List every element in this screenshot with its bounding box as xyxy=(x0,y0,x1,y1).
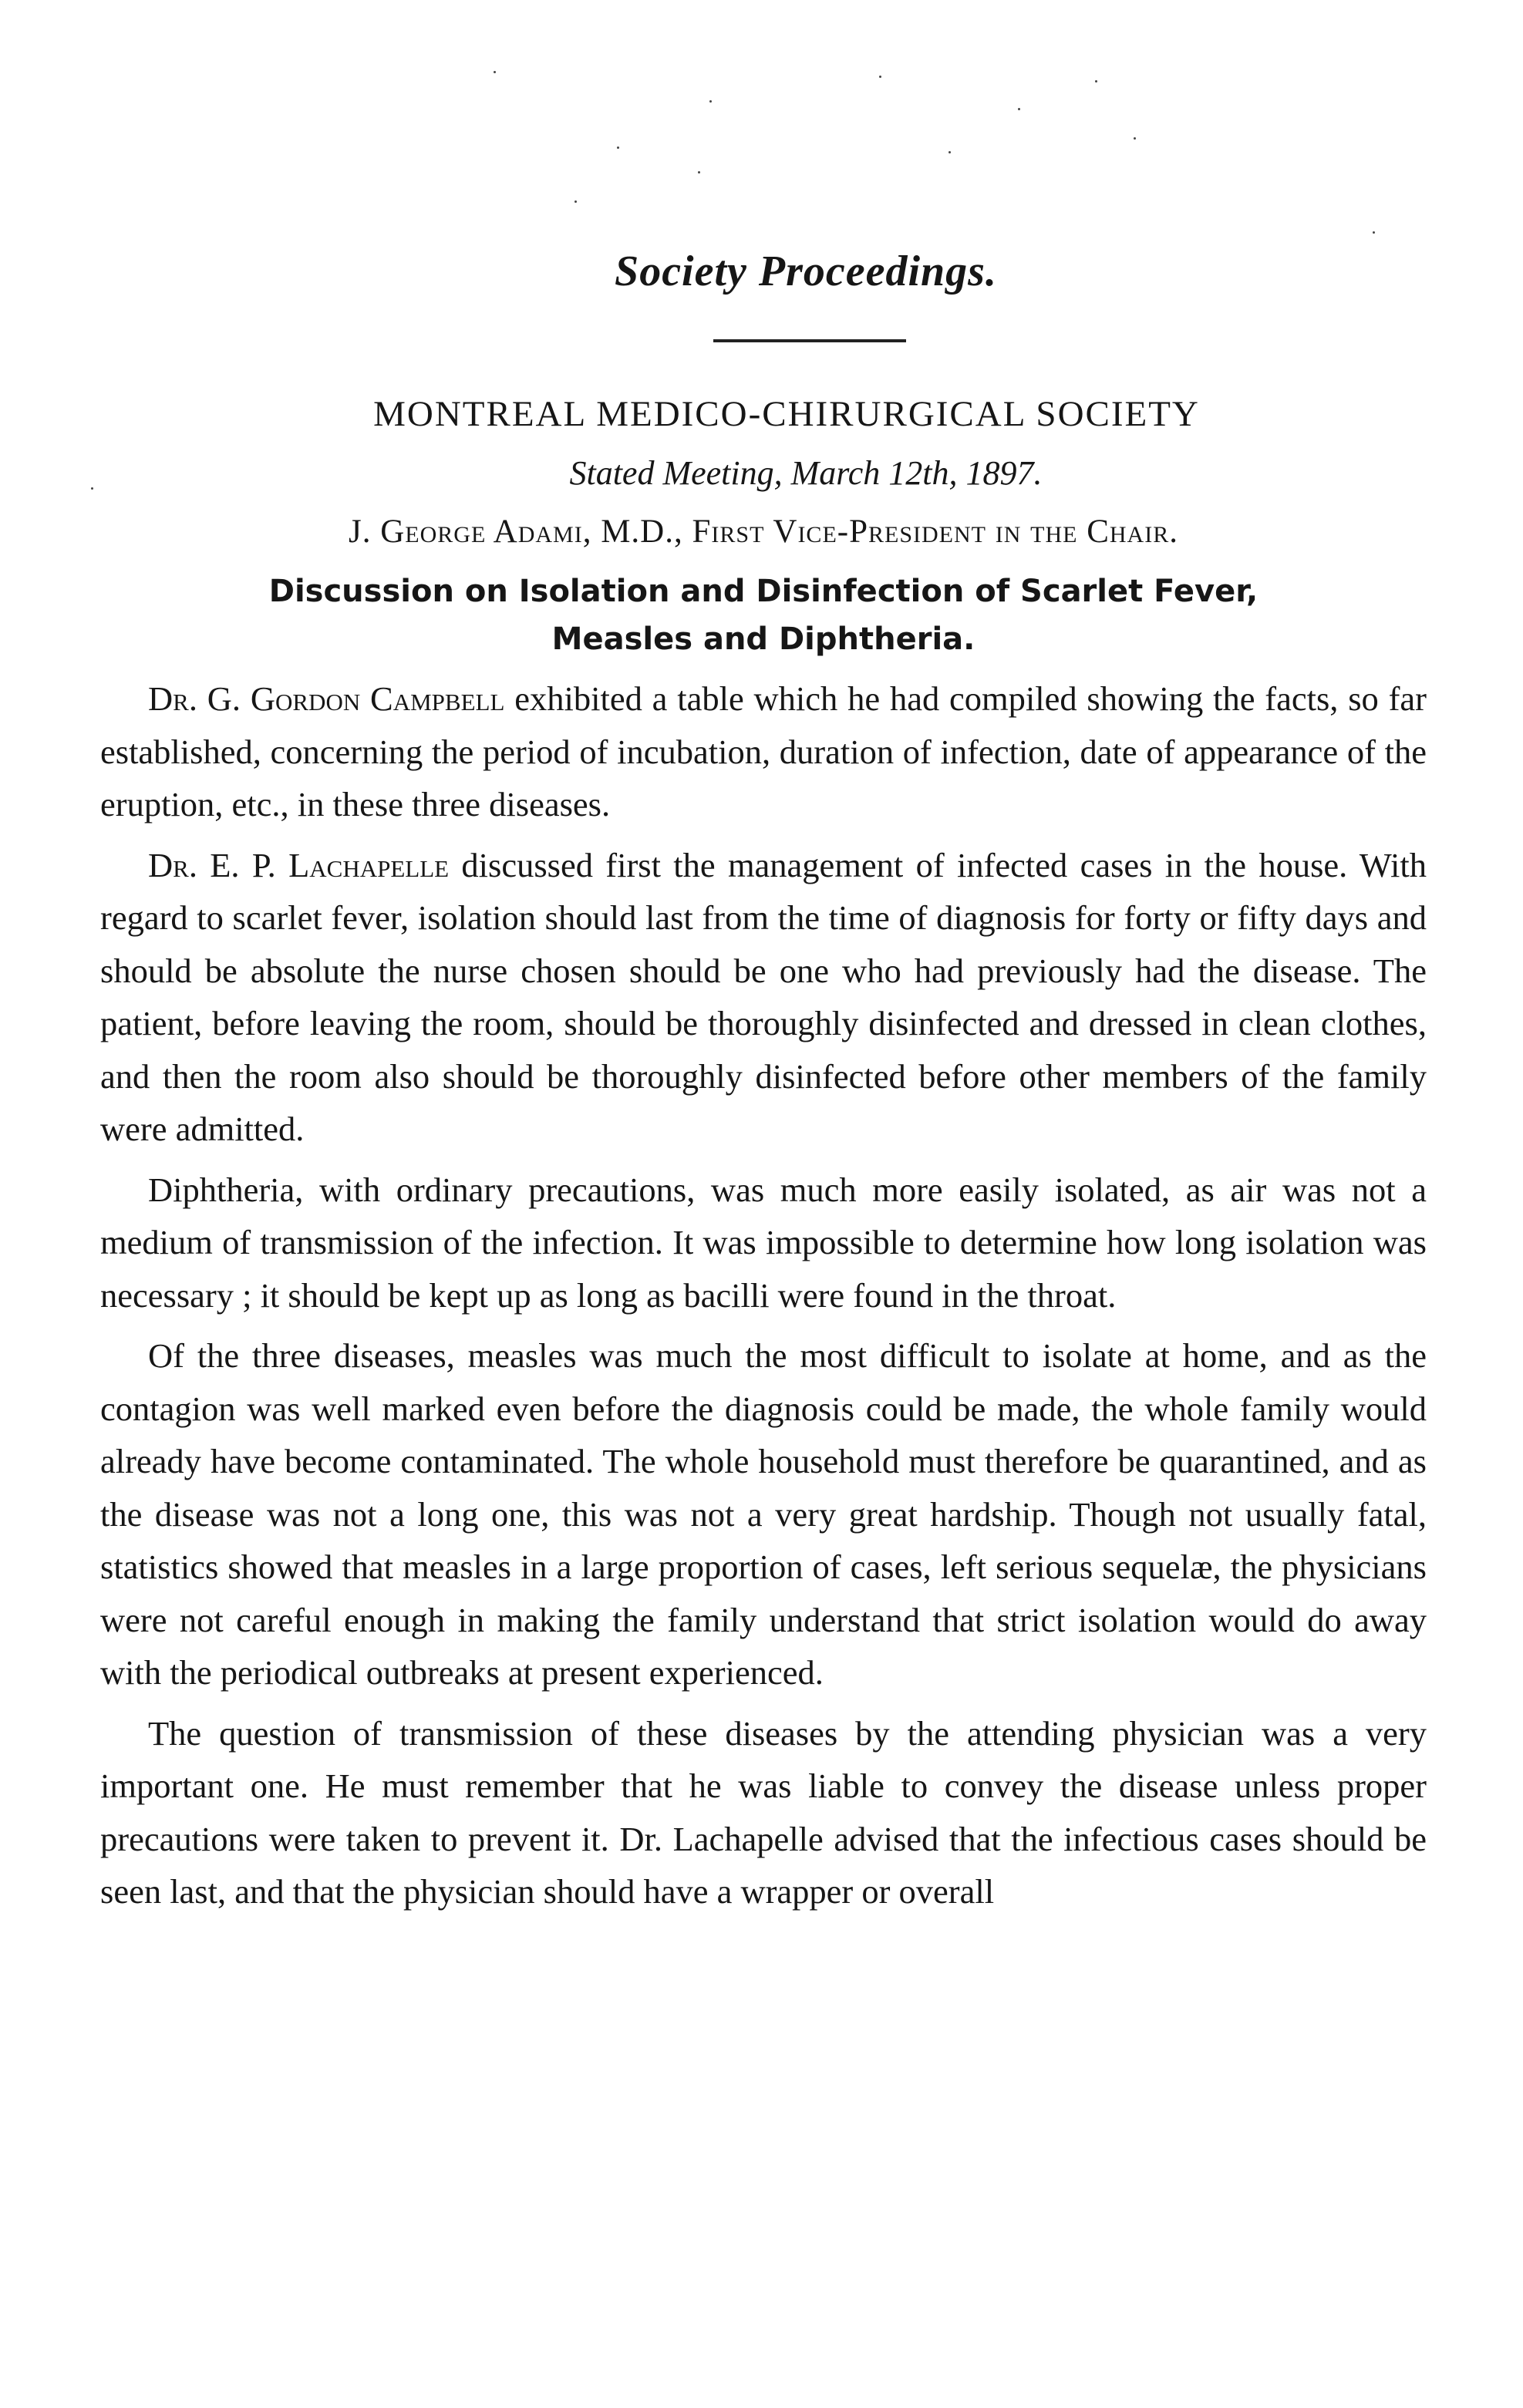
discussion-title xyxy=(100,567,1427,663)
meeting-date: Stated Meeting, March 12th, 1897. xyxy=(569,454,1043,492)
society-name: MONTREAL MEDICO-CHIRURGICAL SOCIETY xyxy=(373,394,1200,434)
scan-speck xyxy=(1134,137,1136,140)
page-content xyxy=(100,247,1427,1926)
speaker-name: Dr. E. P. Lachapelle xyxy=(148,845,450,884)
section-masthead: Society Proceedings. xyxy=(615,248,997,295)
title-rule xyxy=(713,339,906,342)
paragraph-measles: Of the three diseases, measles was much the most difficult to isolate at home, and as the contagion was well marked even before the diagnosis could be made, the whole family would already have become contaminated. The whole household must therefore be quarantined, and as the disease was not a long one, this was not a very great hardship. Though not usually fatal, statistics showed that measles in a large proportion of cases, left serious sequelæ, the physicians were not careful enough in making the family understand that strict isolation would do away with the periodical outbreaks at present experienced. xyxy=(100,1336,1427,1692)
discussion-title-line-1: Discussion on Isolation and Disinfection of Scarlet Fever, xyxy=(268,574,1258,609)
chair-line: J. George Adami, M.D., First Vice-President in the Chair. xyxy=(349,514,1178,550)
speaker-name: Dr. G. Gordon Campbell xyxy=(148,679,505,718)
scan-speck xyxy=(91,487,93,490)
scan-speck xyxy=(879,76,881,78)
scan-speck xyxy=(494,71,496,73)
paragraph-transmission: The question of transmission of these diseases by the attending physician was a very important one. He must remember that he was liable to convey the disease unless proper precautions were taken to prevent it. Dr. Lachapelle advised that the infectious cases should be seen last, and that the physician should have a wrapper or overall xyxy=(100,1713,1427,1911)
discussion-title-line-2: Measles and Diphtheria. xyxy=(551,621,975,657)
paragraph-lachapelle xyxy=(100,839,1427,1156)
scan-speck xyxy=(949,151,951,153)
paragraph-campbell xyxy=(100,672,1427,831)
scan-speck xyxy=(1373,231,1375,234)
scan-speck xyxy=(1018,108,1020,110)
scan-speck xyxy=(698,171,700,173)
scan-speck xyxy=(1095,80,1097,83)
scan-speck xyxy=(617,147,619,149)
scan-speck xyxy=(709,100,712,103)
paragraph-diphtheria: Diphtheria, with ordinary precautions, was much more easily isolated, as air was not a medium of transmission of the infection. It was impossible to determine how long isolation was necessary ; it should be kept up as long as bacilli were found in the throat. xyxy=(100,1170,1427,1315)
scan-speck xyxy=(574,200,577,203)
paragraph-text: discussed first the management of infected cases in the house. With regard to scarlet fever, isolation should last from the time of diagnosis for forty or fifty days and should be absolute the nurse chosen should be one who had previously had the disease. The patient, before leaving the room, should be thoroughly disinfected and dressed in clean clothes, and then the room also should be thoroughly disinfected before other members of the family were admitted. xyxy=(100,845,1427,1148)
paragraph-text: exhibited a table which he had compiled showing the facts, so far established, concerning the period of incubation, duration of infection, date of appearance of the eruption, etc., in these three diseases. xyxy=(100,679,1427,823)
